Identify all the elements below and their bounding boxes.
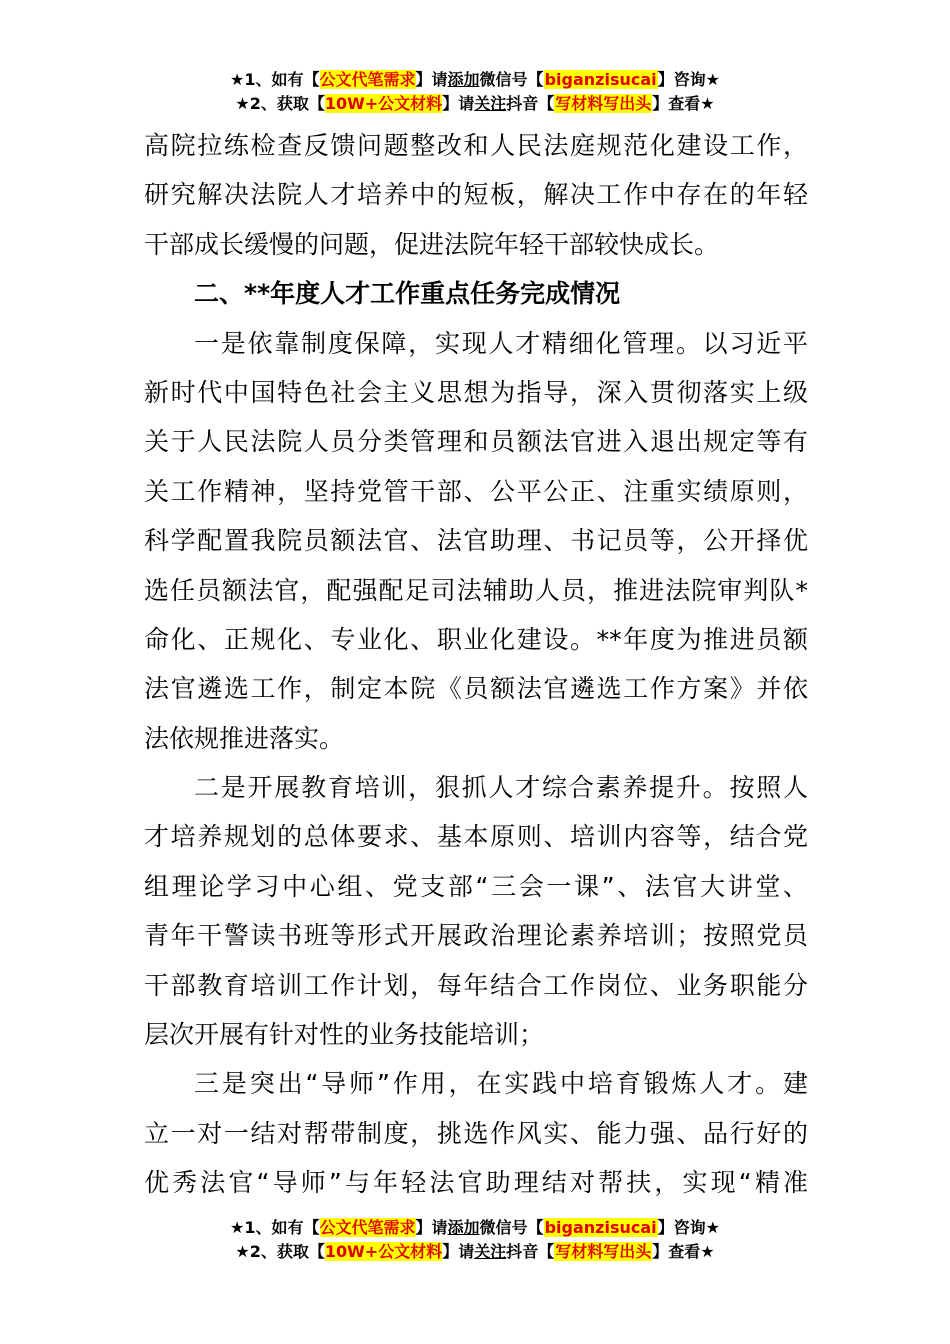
- banner-text: 微信号【: [479, 70, 544, 89]
- banner-highlight: 10W+公文材料: [324, 1242, 443, 1261]
- body-line: 立一对一结对帮带制度，挑选作风实、能力强、品行好的: [144, 1118, 808, 1148]
- banner-text: 】查看★: [652, 94, 715, 113]
- header-banner: [0, 68, 950, 116]
- body-line: 法官遴选工作，制定本院《员额法官遴选工作方案》并依: [144, 674, 808, 704]
- banner-text: 】咨询★: [657, 70, 720, 89]
- body-line: 关于人民法院人员分类管理和员额法官进入退出规定等有: [144, 427, 808, 457]
- banner-underlined: 添加: [447, 70, 480, 89]
- body-line: 关工作精神，坚持党管干部、公平公正、注重实绩原则，: [144, 476, 808, 506]
- banner-line-1: [0, 68, 950, 92]
- document-body: [144, 121, 808, 1208]
- body-line: 干部成长缓慢的问题，促进法院年轻干部较快成长。: [144, 229, 720, 259]
- banner-highlight: 10W+公文材料: [324, 94, 443, 113]
- banner-line-2: [0, 1240, 950, 1264]
- banner-douyin-id: 写材料写出头: [555, 1242, 652, 1261]
- body-line: 新时代中国特色社会主义思想为指导，深入贯彻落实上级: [144, 377, 808, 407]
- banner-highlight: 公文代笔需求: [319, 70, 416, 89]
- paragraph-start: 二是开展教育培训，狠抓人才综合素养提升。按照人: [194, 773, 808, 803]
- banner-highlight: 公文代笔需求: [319, 1218, 416, 1237]
- banner-text: 抖音【: [506, 94, 555, 113]
- banner-text: 】请: [442, 94, 475, 113]
- banner-wechat-id: biganzisucai: [544, 70, 657, 89]
- body-line: 法依规推进落实。: [144, 723, 345, 753]
- banner-text: 】请: [415, 70, 448, 89]
- body-line: 选任员额法官，配强配足司法辅助人员，推进法院审判队*: [144, 575, 808, 605]
- body-line: 命化、正规化、专业化、职业化建设。**年度为推进员额: [144, 624, 808, 654]
- banner-text: 】请: [442, 1242, 475, 1261]
- body-line: 青年干警读书班等形式开展政治理论素养培训；按照党员: [144, 921, 808, 951]
- banner-line-1: [0, 1216, 950, 1240]
- banner-text: 】查看★: [652, 1242, 715, 1261]
- section-heading: 二、**年度人才工作重点任务完成情况: [194, 279, 621, 309]
- banner-line-2: [0, 92, 950, 116]
- banner-wechat-id: biganzisucai: [544, 1218, 657, 1237]
- banner-text: ★1、如有【: [230, 70, 320, 89]
- banner-text: ★2、获取【: [235, 1242, 325, 1261]
- banner-douyin-id: 写材料写出头: [555, 94, 652, 113]
- banner-text: 】咨询★: [657, 1218, 720, 1237]
- body-line: 科学配置我院员额法官、法官助理、书记员等，公开择优: [144, 526, 808, 556]
- body-line: 层次开展有针对性的业务技能培训；: [144, 1020, 545, 1050]
- banner-text: ★1、如有【: [230, 1218, 320, 1237]
- body-line: 研究解决法院人才培养中的短板，解决工作中存在的年轻: [144, 180, 808, 210]
- paragraph-start: 三是突出“导师”作用，在实践中培育锻炼人才。建: [194, 1069, 808, 1099]
- banner-text: 】请: [415, 1218, 448, 1237]
- banner-underlined: 关注: [474, 1242, 507, 1261]
- body-line: 才培养规划的总体要求、基本原则、培训内容等，结合党: [144, 822, 808, 852]
- banner-text: ★2、获取【: [235, 94, 325, 113]
- paragraph-start: 一是依靠制度保障，实现人才精细化管理。以习近平: [194, 328, 808, 358]
- banner-text: 微信号【: [479, 1218, 544, 1237]
- banner-underlined: 关注: [474, 94, 507, 113]
- body-line: 高院拉练检查反馈问题整改和人民法庭规范化建设工作，: [144, 131, 808, 160]
- body-line: 干部教育培训工作计划，每年结合工作岗位、业务职能分: [144, 970, 808, 1000]
- body-line: 组理论学习中心组、党支部“三会一课”、法官大讲堂、: [144, 871, 808, 901]
- banner-text: 抖音【: [506, 1242, 555, 1261]
- banner-underlined: 添加: [447, 1218, 480, 1237]
- body-line: 优秀法官“导师”与年轻法官助理结对帮扶，实现“精准: [144, 1168, 808, 1198]
- footer-banner: [0, 1216, 950, 1264]
